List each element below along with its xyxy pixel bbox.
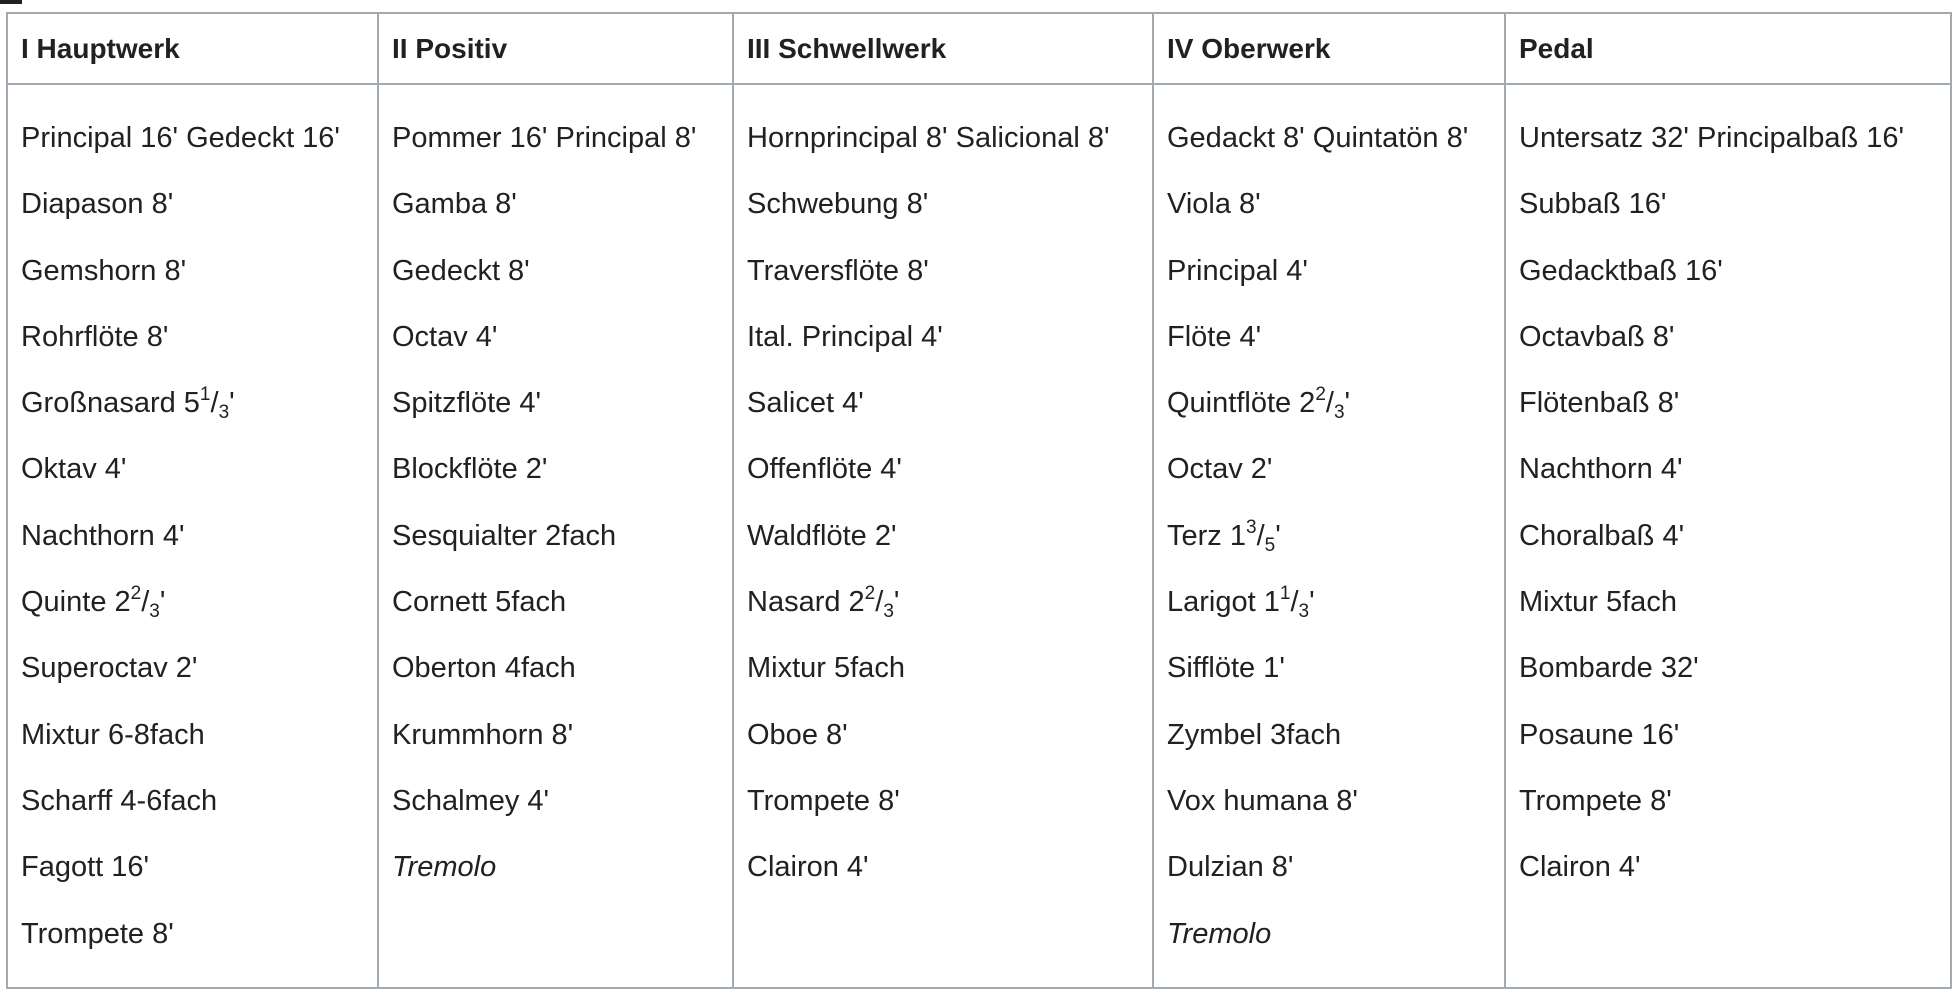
stop-list-oberwerk: [1167, 119, 1504, 981]
stop-name: Posaune 16': [1519, 718, 1680, 751]
stop-name: Offenflöte 4': [747, 453, 902, 486]
stop-name: Principal 16' Gedeckt 16': [21, 122, 340, 154]
stop-item: [21, 318, 377, 384]
foot-mark: ': [1309, 586, 1315, 619]
stop-name: Nachthorn 4': [1519, 453, 1683, 486]
stop-name: Hornprincipal 8' Salicional 8': [747, 122, 1110, 154]
stop-name: Trompete 8': [1519, 784, 1672, 817]
header-schwellwerk: III Schwellwerk: [733, 13, 1153, 84]
stop-item: [1519, 252, 1950, 318]
stop-name: Großnasard 5: [21, 387, 200, 420]
stop-name: Schwebung 8': [747, 188, 929, 221]
stop-item: [1519, 119, 1950, 185]
stop-item: [1519, 384, 1950, 450]
stop-item: [392, 185, 732, 251]
fraction-slash: /: [1256, 519, 1265, 552]
stop-item: [1167, 649, 1504, 715]
stop-item: [747, 252, 1152, 318]
stop-list-positiv: [392, 119, 732, 915]
stop-item: [21, 649, 377, 715]
fraction-slash: /: [1325, 387, 1334, 420]
foot-mark: ': [893, 586, 900, 619]
stop-name: Subbaß 16': [1519, 188, 1667, 221]
stop-name: Spitzflöte 4': [392, 387, 542, 420]
stop-name: Nachthorn 4': [21, 519, 185, 552]
stop-name: Gamba 8': [392, 188, 517, 221]
corner-mark: [0, 0, 22, 4]
fraction-numerator: 1: [199, 384, 211, 406]
stop-name: Clairon 4': [1519, 851, 1641, 884]
stop-item: [392, 649, 732, 715]
stop-name: Flötenbaß 8': [1519, 387, 1680, 420]
stop-name: Sesquialter 2fach: [392, 519, 617, 552]
stop-item: [747, 649, 1152, 715]
stop-item: [747, 384, 1152, 450]
header-hauptwerk: I Hauptwerk: [7, 13, 378, 84]
stop-item: [1167, 318, 1504, 384]
stop-item: [747, 782, 1152, 848]
stop-item: [21, 517, 377, 583]
stop-name: Mixtur 5fach: [747, 652, 905, 685]
fraction-denominator: 3: [149, 601, 160, 623]
stop-item: [1519, 583, 1950, 649]
stop-name: Gedacktbaß 16': [1519, 254, 1723, 287]
stop-item: [21, 848, 377, 914]
fraction-denominator: 3: [883, 601, 894, 623]
stop-item: [392, 583, 732, 649]
stop-name: Fagott 16': [21, 851, 150, 884]
stop-item: [1167, 915, 1504, 981]
stop-item: [392, 716, 732, 782]
stop-item: [1167, 450, 1504, 516]
foot-mark: ': [1344, 387, 1351, 420]
stop-name: Ital. Principal 4': [747, 320, 943, 353]
stop-name: Octav 4': [392, 320, 498, 353]
stop-name: Quintflöte 2: [1167, 387, 1316, 420]
stop-name: Gemshorn 8': [21, 254, 187, 287]
header-oberwerk: IV Oberwerk: [1153, 13, 1505, 84]
stop-item: [1167, 119, 1504, 185]
stop-list-hauptwerk: [21, 119, 377, 981]
stop-item: [392, 450, 732, 516]
stops-row: [7, 84, 1951, 988]
header-row: [7, 13, 1951, 84]
fraction-denominator: 3: [218, 402, 230, 424]
stop-item: [1519, 185, 1950, 251]
stop-item: [1519, 517, 1950, 583]
stop-item: [1167, 716, 1504, 782]
stop-name: Untersatz 32' Principalbaß 16': [1519, 122, 1905, 154]
stop-name: Bombarde 32': [1519, 652, 1699, 685]
stop-name: Zymbel 3fach: [1167, 718, 1342, 751]
organ-disposition-table: [6, 12, 1952, 989]
stop-name: Oberton 4fach: [392, 652, 576, 685]
stop-name: Salicet 4': [747, 387, 864, 420]
stop-list-schwellwerk: [747, 119, 1152, 915]
stop-name: Quinte 2: [21, 586, 131, 619]
stop-name: Pommer 16' Principal 8': [392, 122, 697, 154]
stop-name: Clairon 4': [747, 851, 869, 884]
stop-item: [1519, 848, 1950, 914]
fraction-numerator: 2: [130, 583, 142, 605]
cell-pedal: [1505, 84, 1951, 988]
stop-item: [1167, 848, 1504, 914]
stop-name: Principal 4': [1167, 254, 1308, 287]
stop-name: Choralbaß 4': [1519, 519, 1685, 552]
fraction-denominator: 3: [1298, 601, 1310, 623]
stop-name: Mixtur 6-8fach: [21, 718, 205, 751]
stop-name: Vox humana 8': [1167, 784, 1358, 817]
stop-name: Oboe 8': [747, 718, 848, 751]
fraction-numerator: 1: [1279, 583, 1291, 605]
stop-item: [392, 848, 732, 914]
stop-name: Trompete 8': [21, 917, 174, 950]
stop-name: Tremolo: [392, 851, 497, 884]
stop-item: [747, 716, 1152, 782]
stop-item: [1167, 517, 1504, 583]
fraction-slash: /: [210, 387, 219, 420]
stop-item: [21, 782, 377, 848]
stop-name: Dulzian 8': [1167, 851, 1294, 884]
fraction-numerator: 3: [1245, 516, 1257, 538]
fraction-slash: /: [1290, 586, 1299, 619]
stop-name: Viola 8': [1167, 188, 1261, 221]
stop-name: Oktav 4': [21, 453, 127, 486]
stop-name: Flöte 4': [1167, 320, 1262, 353]
stop-item: [392, 252, 732, 318]
stop-item: [747, 450, 1152, 516]
cell-hauptwerk: [7, 84, 378, 988]
stop-name: Scharff 4-6fach: [21, 784, 218, 817]
stop-name: Terz 1: [1167, 519, 1246, 552]
stop-item: [21, 384, 377, 450]
stop-name: Trompete 8': [747, 784, 900, 817]
stop-name: Schalmey 4': [392, 784, 550, 817]
stop-item: [1519, 318, 1950, 384]
stop-name: Diapason 8': [21, 188, 174, 221]
stop-name: Mixtur 5fach: [1519, 586, 1677, 619]
stop-item: [392, 517, 732, 583]
stop-item: [392, 782, 732, 848]
stop-item: [1519, 450, 1950, 516]
stop-item: [1519, 782, 1950, 848]
stop-item: [747, 848, 1152, 914]
fraction-denominator: 3: [1333, 402, 1345, 424]
stop-name: Krummhorn 8': [392, 718, 574, 751]
stop-item: [1519, 649, 1950, 715]
foot-mark: ': [229, 387, 235, 420]
stop-item: [21, 583, 377, 649]
stop-name: Larigot 1: [1167, 586, 1280, 619]
stop-item: [747, 318, 1152, 384]
stop-name: Octav 2': [1167, 453, 1273, 486]
stop-item: [747, 185, 1152, 251]
stop-name: Blockflöte 2': [392, 453, 548, 486]
stop-name: Sifflöte 1': [1167, 652, 1285, 685]
stop-item: [747, 119, 1152, 185]
cell-oberwerk: [1153, 84, 1505, 988]
stop-name: Traversflöte 8': [747, 254, 929, 287]
stop-item: [21, 716, 377, 782]
stop-item: [1167, 252, 1504, 318]
stop-item: [747, 583, 1152, 649]
stop-item: [1167, 185, 1504, 251]
fraction-slash: /: [141, 586, 150, 619]
stop-name: Cornett 5fach: [392, 586, 567, 619]
stop-item: [21, 185, 377, 251]
cell-schwellwerk: [733, 84, 1153, 988]
stop-item: [21, 915, 377, 981]
stop-item: [392, 384, 732, 450]
fraction-numerator: 2: [1315, 384, 1326, 406]
stop-item: [21, 252, 377, 318]
stop-name: Waldflöte 2': [747, 519, 897, 552]
stop-name: Rohrflöte 8': [21, 320, 169, 353]
stop-item: [21, 450, 377, 516]
fraction-slash: /: [875, 586, 884, 619]
stop-name: Gedeckt 8': [392, 254, 530, 287]
stop-name: Nasard 2: [747, 586, 865, 619]
foot-mark: ': [1275, 519, 1281, 552]
stop-name: Tremolo: [1167, 917, 1272, 950]
header-positiv: II Positiv: [378, 13, 733, 84]
stop-item: [392, 119, 732, 185]
fraction-denominator: 5: [1264, 534, 1276, 556]
foot-mark: ': [159, 586, 166, 619]
fraction-numerator: 2: [864, 583, 876, 605]
stop-item: [1167, 384, 1504, 450]
header-pedal: Pedal: [1505, 13, 1951, 84]
stop-item: [1167, 583, 1504, 649]
stop-name: Superoctav 2': [21, 652, 198, 685]
stop-item: [747, 517, 1152, 583]
stop-name: Gedackt 8' Quintatön 8': [1167, 122, 1469, 154]
stop-name: Octavbaß 8': [1519, 320, 1675, 353]
stop-list-pedal: [1519, 119, 1950, 915]
stop-item: [392, 318, 732, 384]
stop-item: [1167, 782, 1504, 848]
cell-positiv: [378, 84, 733, 988]
stop-item: [21, 119, 377, 185]
stop-item: [1519, 716, 1950, 782]
